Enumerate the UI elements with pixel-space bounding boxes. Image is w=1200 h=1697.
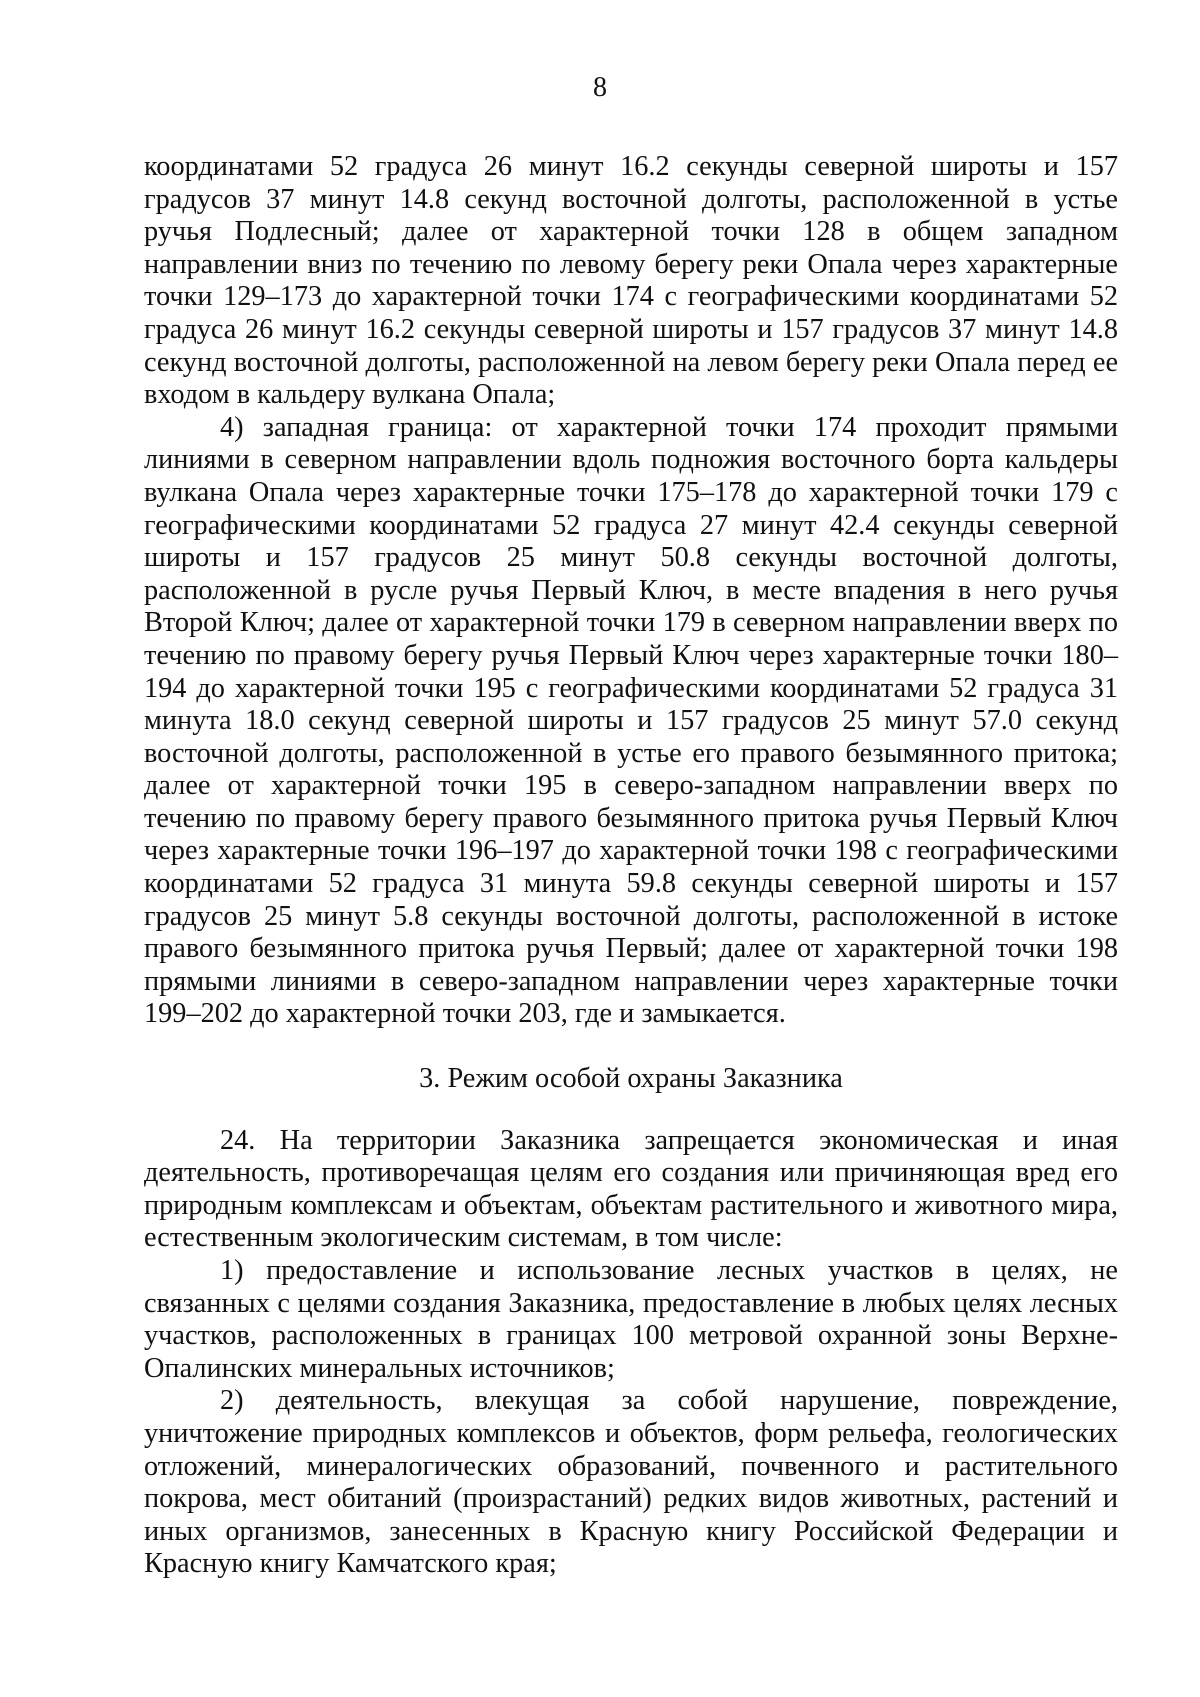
clause-24-item-2: 2) деятельность, влекущая за собой нарушение, повреждение, уничтожение природных комплексов и объектов, форм рельефа, геологических отложений, минералогических образований, почвенного и растительного покрова, мест обитаний (произрастаний) редких видов животных, растений и иных организмов, занесенных в Красную книгу Российской Федерации и Красную книгу Камчатского края; [144, 1385, 1118, 1580]
clause-24-item-1: 1) предоставление и использование лесных участков в целях, не связанных с целями создания Заказника, предоставление в любых целях лесных участков, расположенных в границах 100 метровой охранной зоны Верхне-Опалинских минеральных источников; [144, 1255, 1118, 1384]
clause-24-paragraph: 24. На территории Заказника запрещается экономическая и иная деятельность, противоречащая целям его создания или причиняющая вред его природным комплексам и объектам, объектам растительного и животного мира, естественным экологическим системам, в том числе: [144, 1124, 1118, 1254]
document-body [144, 151, 1118, 1581]
section-heading: 3. Режим особой охраны Заказника [419, 1063, 843, 1095]
western-boundary-paragraph: 4) западная граница: от характерной точки 174 проходит прямыми линиями в северном направлении вдоль подножия восточного борта кальдеры вулкана Опала через характерные точки 175–178 до характерной точки 179 с географическими координатами 52 градуса 27 минут 42.4 секунды северной широты и 157 градусов 25 минут 50.8 секунды восточной долготы, расположенной в русле ручья Первый Ключ, в месте впадения в него ручья Второй Ключ; далее от характерной точки 179 в северном направлении вверх по течению по правому берегу ручья Первый Ключ через характерные точки 180–194 до характерной точки 195 с географическими координатами 52 градуса 31 минута 18.0 секунд северной широты и 157 градусов 25 минут 57.0 секунд восточной долготы, расположенной в устье его правого безымянного притока; далее от характерной точки 195 в северо-западном направлении вверх по течению по правому берегу правого безымянного притока ручья Первый Ключ через характерные точки 196–197 до характерной точки 198 с географическими координатами 52 градуса 31 минута 59.8 секунды северной широты и 157 градусов 25 минут 5.8 секунды восточной долготы, расположенной в истоке правого безымянного притока ручья Первый; далее от характерной точки 198 прямыми линиями в северо-западном направлении через характерные точки 199–202 до характерной точки 203, где и замыкается. [144, 411, 1118, 1030]
page-number: 8 [593, 72, 607, 103]
boundary-continuation-paragraph: координатами 52 градуса 26 минут 16.2 секунды северной широты и 157 градусов 37 минут 14.8 секунд восточной долготы, расположенной в устье ручья Подлесный; далее от характерной точки 128 в общем западном направлении вниз по течению по левому берегу реки Опала через характерные точки 129–173 до характерной точки 174 с географическими координатами 52 градуса 26 минут 16.2 секунды северной широты и 157 градусов 37 минут 14.8 секунд восточной долготы, расположенной на левом берегу реки Опала перед ее входом в кальдеру вулкана Опала; [144, 151, 1118, 411]
